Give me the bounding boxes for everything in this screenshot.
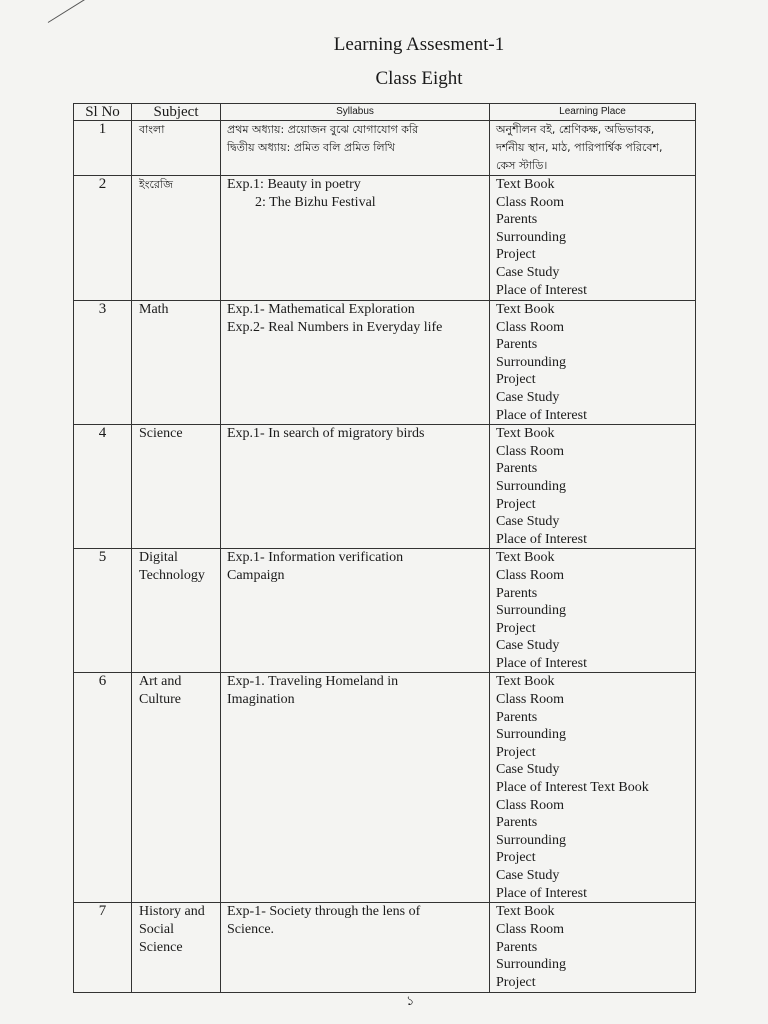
places-line: Place of Interest: [496, 531, 587, 547]
table-header-row: [74, 104, 696, 121]
places-line: Case Study: [496, 514, 560, 530]
syllabus-line: Exp.2- Real Numbers in Everyday life: [227, 319, 443, 335]
places-line: Text Book: [496, 302, 555, 317]
places-line: Parents: [496, 461, 538, 477]
syllabus-line: Campaign: [227, 567, 285, 583]
places-line: Surrounding: [496, 727, 566, 743]
page-number: ১: [406, 994, 415, 1009]
cell-learning-place: [490, 549, 696, 673]
cell-subject: [132, 673, 221, 903]
places-line: Parents: [496, 939, 538, 955]
syllabus-line: দ্বিতীয় অধ্যায়: প্রমিত বলি প্রমিত লিখি: [227, 141, 395, 154]
places-line: Place of Interest: [496, 282, 587, 298]
places-line: Project: [496, 744, 536, 760]
cell-learning-place: [490, 673, 696, 903]
places-line: Parents: [496, 337, 538, 353]
places-line: Surrounding: [496, 354, 566, 370]
table-row: [74, 549, 696, 673]
subject-line: Art and: [139, 674, 182, 690]
cell-subject: [132, 549, 221, 673]
syllabus-line: Exp.1- In search of migratory birds: [227, 426, 425, 442]
cell-syllabus: [221, 903, 490, 993]
cell-learning-place: [490, 301, 696, 425]
cell-subject: [132, 903, 221, 993]
header-sl-no: Sl No: [74, 104, 132, 121]
subject-line: Math: [139, 302, 169, 317]
header-learning-place: Learning Place: [490, 104, 696, 121]
document-subtitle: Class Eight: [375, 68, 463, 89]
places-line: Text Book: [496, 904, 555, 920]
table-row: [74, 301, 696, 425]
document-title: Learning Assesment-1: [333, 34, 505, 55]
subject-line: Culture: [139, 692, 181, 708]
cell-subject: [132, 301, 221, 425]
places-line: Project: [496, 850, 536, 866]
places-line: Surrounding: [496, 478, 566, 494]
cell-learning-place: [490, 121, 696, 176]
subject-line: History and: [139, 904, 205, 920]
subject-line: Science: [139, 939, 183, 955]
syllabus-line: 2: The Bizhu Festival: [255, 194, 376, 210]
places-line: Text Book: [496, 550, 555, 566]
table-row: [74, 903, 696, 993]
places-line: Project: [496, 247, 536, 263]
places-line: Class Room: [496, 194, 565, 210]
places-line: Class Room: [496, 692, 565, 708]
table-row: [74, 425, 696, 549]
subject-line: Digital: [139, 550, 178, 566]
places-line: Text Book: [496, 177, 555, 192]
subject-line: Social: [139, 922, 174, 938]
places-line: দর্শনীয় স্থান, মাঠ, পারিপার্শ্বিক পরিবেশ,: [496, 141, 663, 154]
cell-sl-no: 2: [74, 176, 132, 301]
header-syllabus: Syllabus: [221, 104, 490, 121]
places-line: Class Room: [496, 443, 565, 459]
places-line: অনুশীলন বই, শ্রেণিকক্ষ, অভিভাবক,: [496, 123, 655, 136]
cell-learning-place: [490, 176, 696, 301]
cell-syllabus: [221, 425, 490, 549]
cell-subject: [132, 176, 221, 301]
places-line: Surrounding: [496, 832, 566, 848]
places-line: Place of Interest: [496, 655, 587, 671]
header-subject: Subject: [132, 104, 221, 121]
places-line: Case Study: [496, 638, 560, 654]
places-line: Place of Interest: [496, 407, 587, 423]
cell-sl-no: 4: [74, 425, 132, 549]
places-line: Place of Interest: [496, 885, 587, 901]
subject-line: Technology: [139, 567, 205, 583]
table-row: [74, 176, 696, 301]
places-line: Class Room: [496, 922, 565, 938]
cell-sl-no: 7: [74, 903, 132, 993]
places-line: কেস স্টাডি।: [496, 159, 548, 172]
places-line: Case Study: [496, 868, 560, 883]
places-line: Parents: [496, 585, 538, 601]
places-line: Project: [496, 372, 536, 388]
places-line: Parents: [496, 212, 538, 228]
table-row: [74, 673, 696, 903]
assessment-table: [73, 103, 696, 993]
cell-syllabus: [221, 121, 490, 176]
places-line: Surrounding: [496, 603, 566, 619]
places-line: Case Study: [496, 264, 560, 280]
syllabus-line: Exp.1- Mathematical Exploration: [227, 302, 415, 317]
subject-line: বাংলা: [139, 123, 165, 136]
places-line: Class Room: [496, 567, 565, 583]
places-line: Text Book: [496, 674, 555, 690]
syllabus-line: Exp-1. Traveling Homeland in: [227, 674, 399, 690]
cell-syllabus: [221, 673, 490, 903]
places-line: Surrounding: [496, 957, 566, 973]
places-line: Parents: [496, 815, 538, 831]
places-line: Case Study: [496, 762, 560, 778]
cell-sl-no: 1: [74, 121, 132, 176]
places-line: Project: [496, 974, 536, 990]
places-line: Class Room: [496, 319, 565, 335]
cell-syllabus: [221, 549, 490, 673]
cell-subject: [132, 121, 221, 176]
pen-mark: [48, 0, 88, 23]
places-line: Surrounding: [496, 229, 566, 245]
syllabus-line: Imagination: [227, 692, 295, 708]
cell-learning-place: [490, 425, 696, 549]
cell-syllabus: [221, 176, 490, 301]
cell-sl-no: 5: [74, 549, 132, 673]
places-line: Parents: [496, 709, 538, 725]
places-line: Project: [496, 620, 536, 636]
syllabus-line: Exp.1- Information verification: [227, 550, 404, 566]
subject-line: Science: [139, 426, 183, 442]
syllabus-line: Exp.1: Beauty in poetry: [227, 177, 361, 192]
subject-line: ইংরেজি: [139, 178, 173, 191]
cell-syllabus: [221, 301, 490, 425]
cell-subject: [132, 425, 221, 549]
syllabus-line: Science.: [227, 922, 275, 938]
places-line: Case Study: [496, 389, 560, 405]
syllabus-line: প্রথম অধ্যায়: প্রয়োজন বুঝে যোগাযোগ করি: [227, 123, 419, 136]
places-line: Place of Interest Text Book: [496, 780, 649, 796]
places-line: Project: [496, 496, 536, 512]
syllabus-line: Exp-1- Society through the lens of: [227, 904, 421, 920]
cell-learning-place: [490, 903, 696, 993]
places-line: Text Book: [496, 426, 555, 442]
cell-sl-no: 6: [74, 673, 132, 903]
table-row: [74, 121, 696, 176]
cell-sl-no: 3: [74, 301, 132, 425]
places-line: Class Room: [496, 797, 565, 813]
table-body: [74, 121, 696, 993]
